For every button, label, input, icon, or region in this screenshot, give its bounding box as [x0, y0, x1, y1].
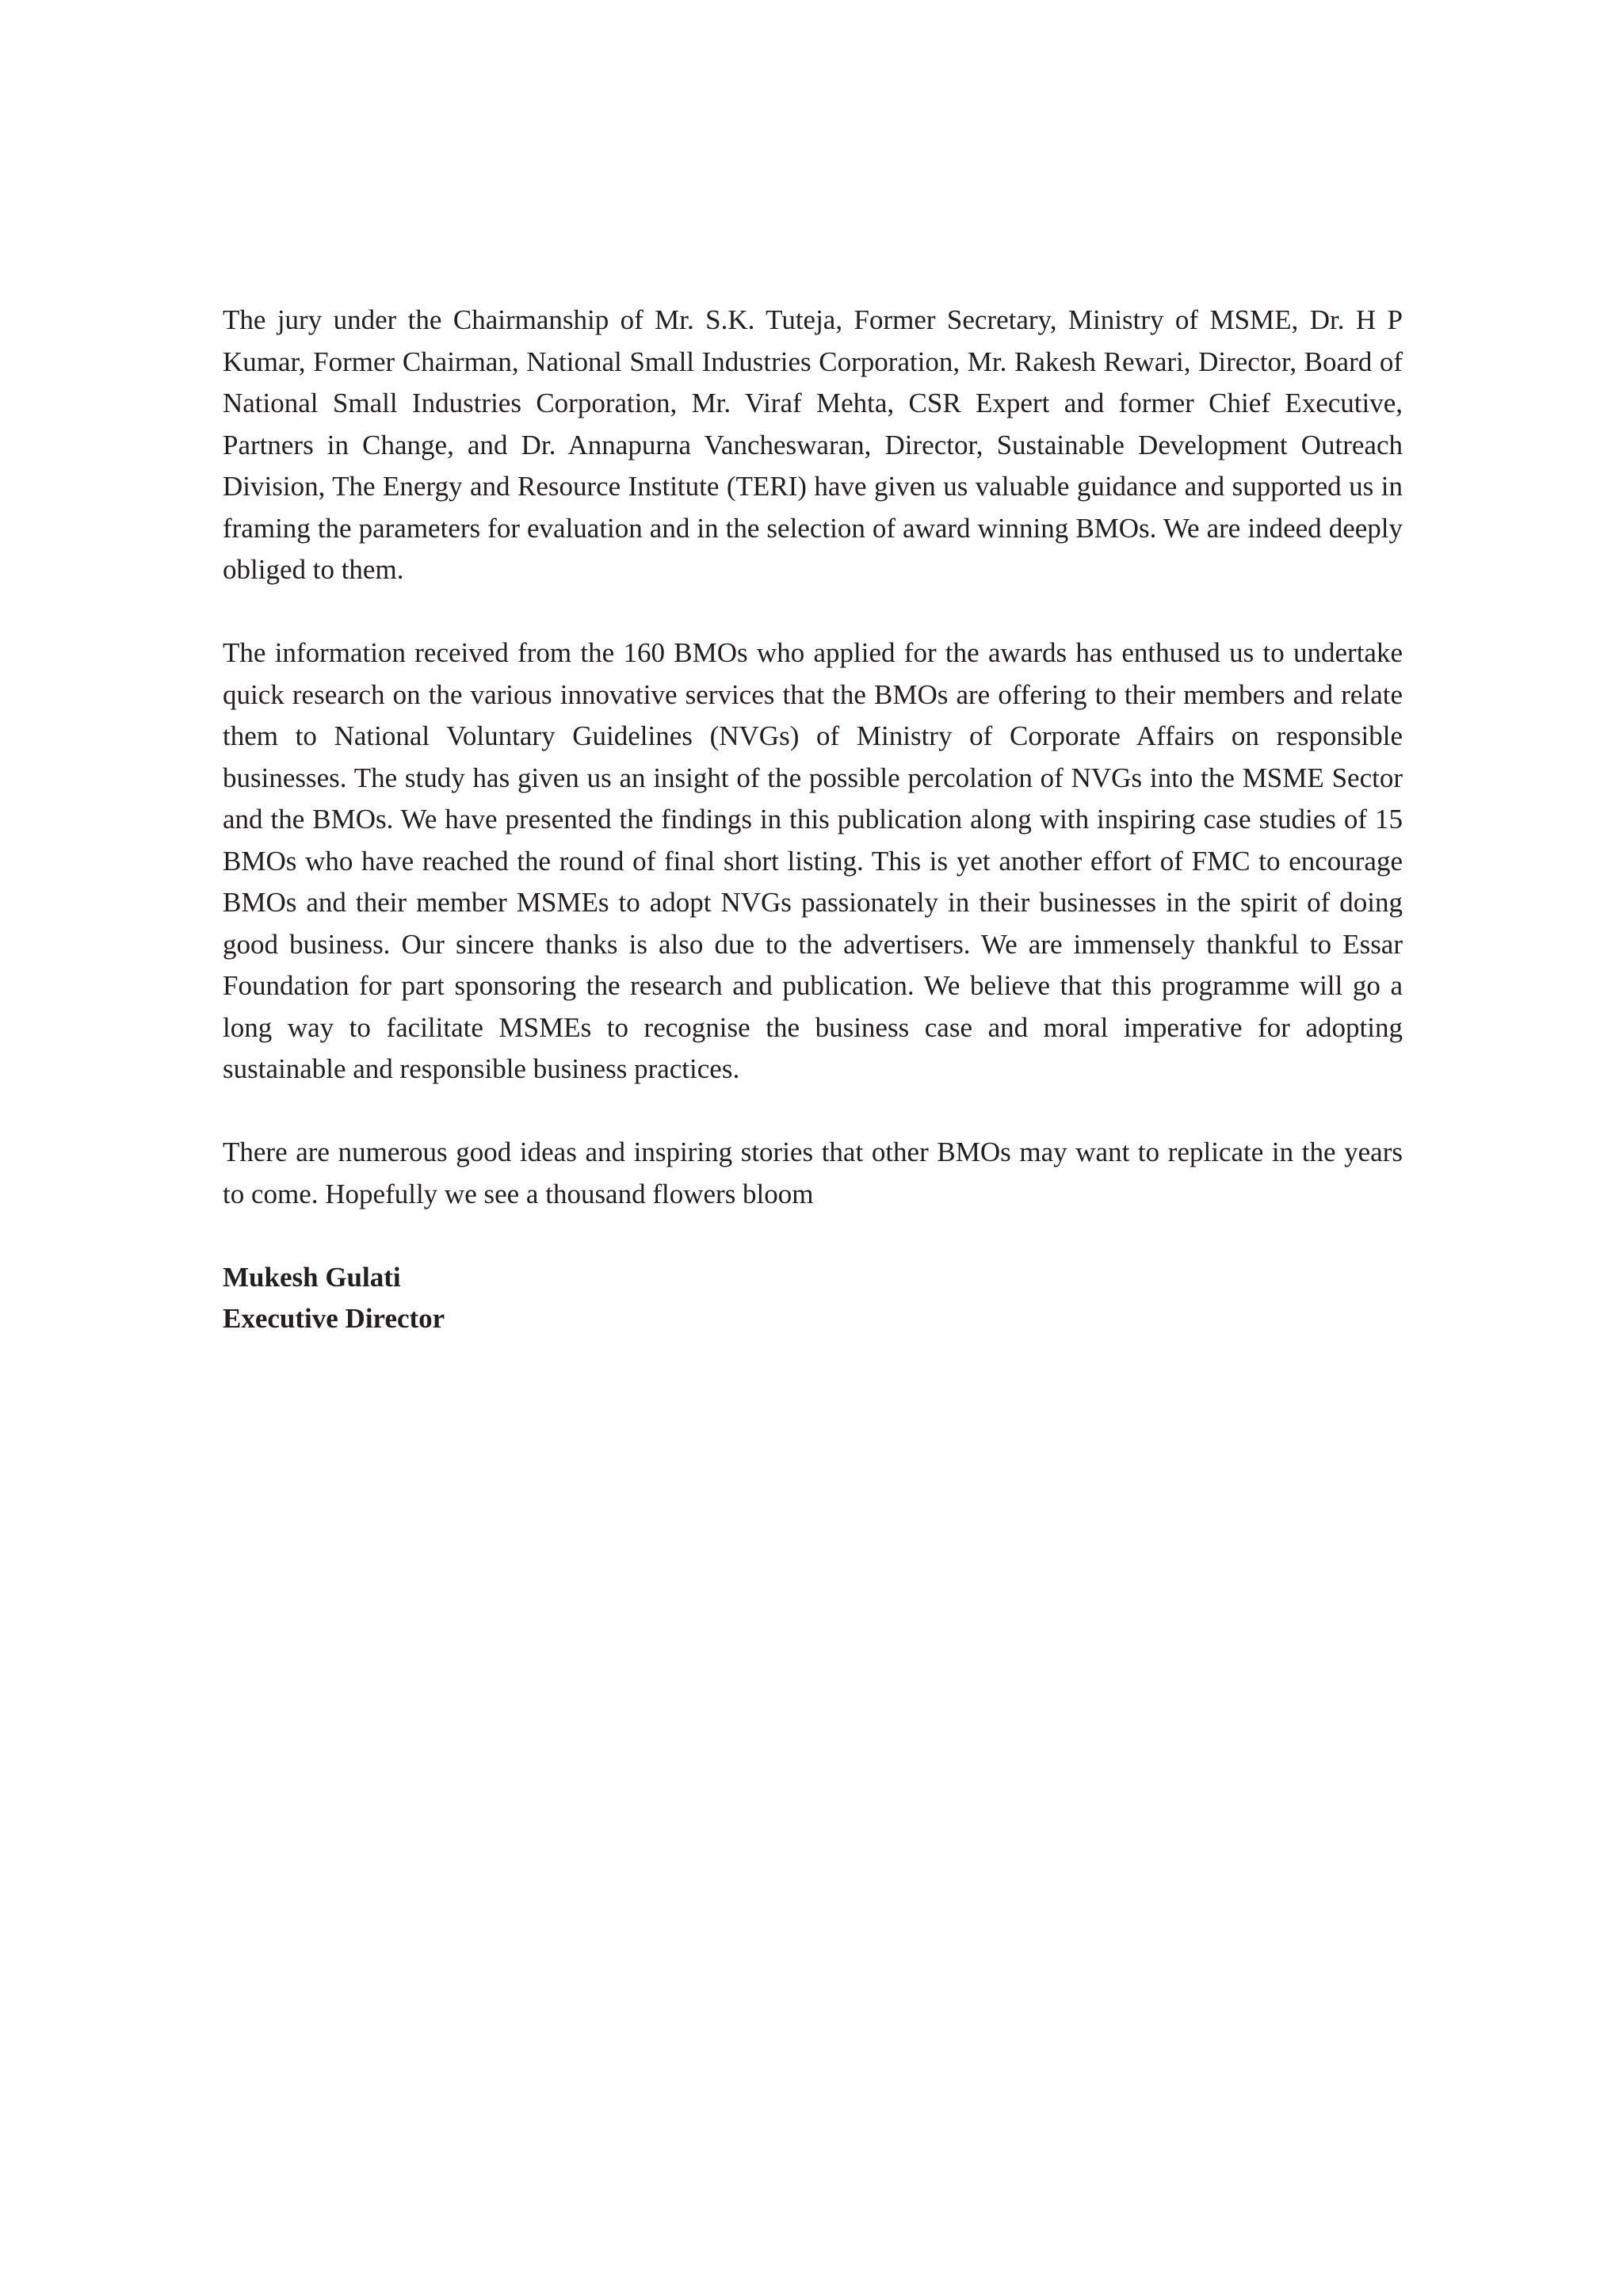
- paragraph-research: The information received from the 160 BMOs who applied for the awards has enthused us to undertake quick research on the various innovative services that the BMOs are offering to their members and relate them to National Voluntary Guidelines (NVGs) of Ministry of Corporate Affairs on responsible businesses. The study has given us an insight of the possible percolation of NVGs into the MSME Sector and the BMOs. We have presented the findings in this publication along with inspiring case studies of 15 BMOs who have reached the round of final short listing. This is yet another effort of FMC to encourage BMOs and their member MSMEs to adopt NVGs passionately in their businesses in the spirit of doing good business. Our sincere thanks is also due to the advertisers. We are immensely thankful to Essar Foundation for part sponsoring the research and publication. We believe that this programme will go a long way to facilitate MSMEs to recognise the business case and moral imperative for adopting sustainable and responsible business practices.: [223, 637, 1403, 1084]
- signatory-title: Executive Director: [223, 1303, 445, 1334]
- paragraph-jury: The jury under the Chairmanship of Mr. S.K. Tuteja, Former Secretary, Ministry of MSME, Dr. H P Kumar, Former Chairman, National Small Industries Corporation, Mr. Rakesh Rewari, Director, Board of National Small Industries Corporation, Mr. Viraf Mehta, CSR Expert and former Chief Executive, Partners in Change, and Dr. Annapurna Vancheswaran, Director, Sustainable Development Outreach Division, The Energy and Resource Institute (TERI) have given us valuable guidance and supported us in framing the parameters for evaluation and in the selection of award winning BMOs. We are indeed deeply obliged to them.: [223, 304, 1403, 585]
- signatory-name: Mukesh Gulati: [223, 1261, 401, 1293]
- letter-body: [223, 300, 1403, 1340]
- paragraph-closing: There are numerous good ideas and inspiring stories that other BMOs may want to replicate in the years to come. Hopefully we see a thousand flowers bloom: [223, 1137, 1403, 1209]
- signature-block: [223, 1257, 1403, 1340]
